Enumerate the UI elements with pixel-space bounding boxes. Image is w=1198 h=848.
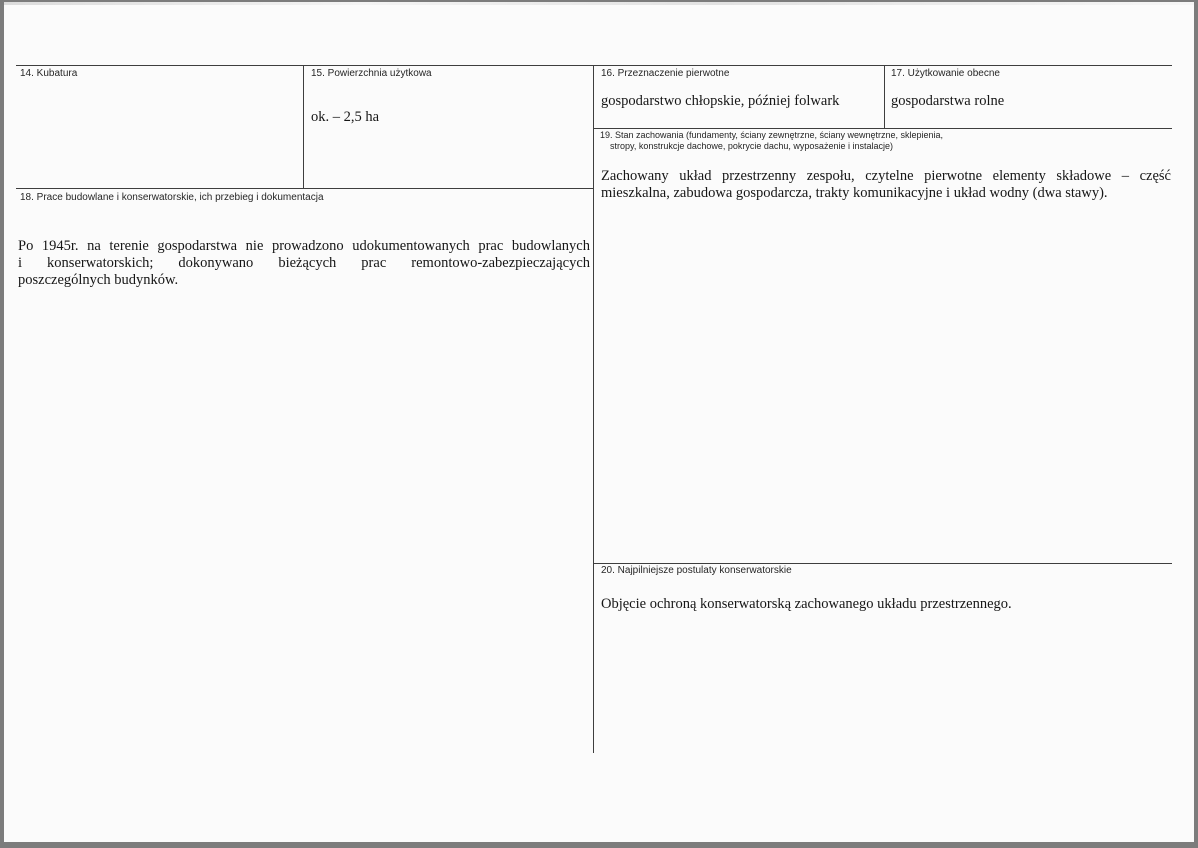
field-16-label: 16. Przeznaczenie pierwotne [601, 68, 730, 79]
field-18-line: poszczególnych budynków. [18, 272, 179, 288]
field-19-label [600, 130, 943, 151]
rule-between-16-17 [884, 65, 885, 129]
rule-between-14-15 [303, 65, 304, 189]
field-14-label: 14. Kubatura [20, 68, 78, 79]
field-19-line: Zachowany układ przestrzenny zespołu, czytelne pierwotne elementy składowe – część [601, 168, 1171, 184]
field-18-line: i konserwatorskich; dokonywano bieżących prac remontowo-zabezpieczających [18, 255, 590, 271]
field-18-line: Po 1945r. na terenie gospodarstwa nie prowadzono udokumentowanych prac budowlanych [18, 238, 590, 254]
field-20-value: Objęcie ochroną konserwatorską zachowanego układu przestrzennego. [601, 596, 1012, 612]
rule-center [593, 65, 594, 753]
form-sheet [4, 2, 1194, 842]
field-19-label-line: 19. Stan zachowania (fundamenty, ściany zewnętrzne, ściany wewnętrzne, sklepienia, [600, 130, 944, 140]
field-17-label: 17. Użytkowanie obecne [891, 68, 1000, 79]
field-19-line: mieszkalna, zabudowa gospodarcza, trakty komunikacyjne i układ wodny (dwa stawy). [601, 185, 1108, 201]
field-17-value: gospodarstwa rolne [891, 93, 1005, 109]
field-16-value: gospodarstwo chłopskie, później folwark [601, 93, 840, 109]
field-19-value [601, 168, 1171, 202]
field-19-label-line: stropy, konstrukcje dachowe, pokrycie dachu, wyposażenie i instalacje) [610, 140, 893, 151]
field-15-label: 15. Powierzchnia użytkowa [311, 68, 432, 79]
field-15-value: ok. – 2,5 ha [311, 109, 380, 125]
rule-below-16-17 [594, 128, 1172, 129]
field-18-label: 18. Prace budowlane i konserwatorskie, ich przebieg i dokumentacja [20, 192, 324, 203]
rule-above-20 [594, 563, 1172, 564]
rule-top [16, 65, 1172, 66]
field-20-label: 20. Najpilniejsze postulaty konserwatorskie [601, 565, 792, 576]
scan-edge [4, 2, 1194, 5]
rule-above-18 [16, 188, 594, 189]
field-18-value [18, 238, 590, 289]
